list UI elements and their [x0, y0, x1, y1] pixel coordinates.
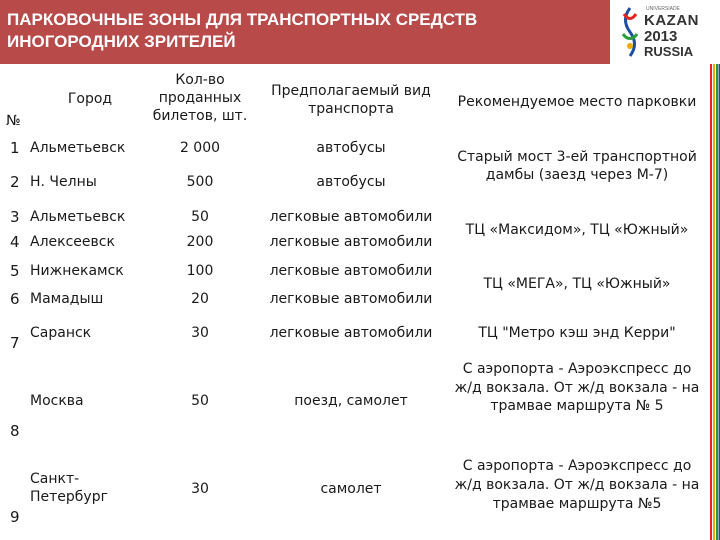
row-6-city: Мамадыш: [30, 291, 104, 307]
row-9-tickets: 30: [191, 481, 209, 497]
row-1-num: 1: [10, 139, 20, 157]
row-4-tickets: 200: [186, 234, 214, 250]
universiade-logo: [612, 0, 720, 64]
row-7-transport: легковые автомобили: [269, 325, 433, 341]
header-num: №: [6, 113, 21, 129]
logo-line-year: 2013: [644, 28, 678, 45]
row-1-city: Альметьевск: [30, 140, 126, 156]
row-5-transport: легковые автомобили: [269, 263, 433, 279]
page-title: ПАРКОВОЧНЫЕ ЗОНЫ ДЛЯ ТРАНСПОРТНЫХ СРЕДСТВ ИНОГОРОДНИХ ЗРИТЕЛЕЙ: [7, 10, 478, 51]
row-7-city: Саранск: [30, 325, 92, 341]
row-4-city: Алексеевск: [30, 234, 115, 250]
row-3-city: Альметьевск: [30, 209, 126, 225]
row-8-tickets: 50: [191, 393, 209, 409]
parking-1: Старый мост 3-ей транспортной дамбы (заезд через М-7): [457, 149, 697, 183]
row-8-city: Москва: [30, 393, 84, 409]
row-6-num: 6: [10, 290, 20, 308]
decorative-side-stripes: [708, 64, 720, 540]
row-2-transport: автобусы: [316, 174, 386, 190]
row-7-tickets: 30: [191, 325, 209, 341]
header-transport: Предполагаемый вид транспорта: [271, 83, 431, 117]
header-city: Город: [67, 91, 113, 107]
row-5-num: 5: [10, 262, 20, 280]
header-parking: Рекомендуемое место парковки: [457, 94, 697, 110]
row-3-num: 3: [10, 208, 20, 226]
universiade-emblem-icon: [618, 6, 642, 58]
header-tickets: Кол-во проданных билетов, шт.: [152, 72, 248, 124]
row-8-transport: поезд, самолет: [294, 393, 408, 409]
logo-line-kazan: KAZAN: [644, 12, 699, 29]
row-8-num: 8: [10, 422, 20, 440]
row-4-num: 4: [10, 233, 20, 251]
parking-5: С аэропорта - Аэроэкспресс до ж/д вокзала. От ж/д вокзала - на трамвае маршрута № 5: [454, 361, 700, 414]
row-9-num: 9: [10, 508, 20, 526]
parking-6: С аэропорта - Аэроэкспресс до ж/д вокзала. От ж/д вокзала - на трамвае маршрута №5: [454, 458, 700, 512]
row-9-transport: самолет: [320, 481, 382, 497]
row-6-transport: легковые автомобили: [269, 291, 433, 307]
parking-3: ТЦ «МЕГА», ТЦ «Южный»: [483, 276, 671, 292]
row-2-tickets: 500: [186, 174, 214, 190]
row-7-num: 7: [10, 334, 20, 352]
row-6-tickets: 20: [191, 291, 209, 307]
logo-line-russia: RUSSIA: [644, 44, 694, 59]
row-4-transport: легковые автомобили: [269, 234, 433, 250]
row-3-transport: легковые автомобили: [269, 209, 433, 225]
logo-line-universiade: UNIVERSIADE: [646, 6, 680, 12]
row-5-city: Нижнекамск: [30, 263, 124, 279]
title-banner: [0, 0, 610, 64]
row-1-transport: автобусы: [316, 140, 386, 156]
parking-2: ТЦ «Максидом», ТЦ «Южный»: [465, 222, 689, 238]
row-9-city: Санкт-Петербург: [30, 471, 108, 505]
row-1-tickets: 2 000: [179, 140, 221, 156]
row-3-tickets: 50: [191, 209, 209, 225]
row-5-tickets: 100: [186, 263, 214, 279]
row-2-num: 2: [10, 173, 20, 191]
parking-4: ТЦ "Метро кэш энд Керри": [478, 325, 676, 341]
row-2-city: Н. Челны: [30, 174, 97, 190]
